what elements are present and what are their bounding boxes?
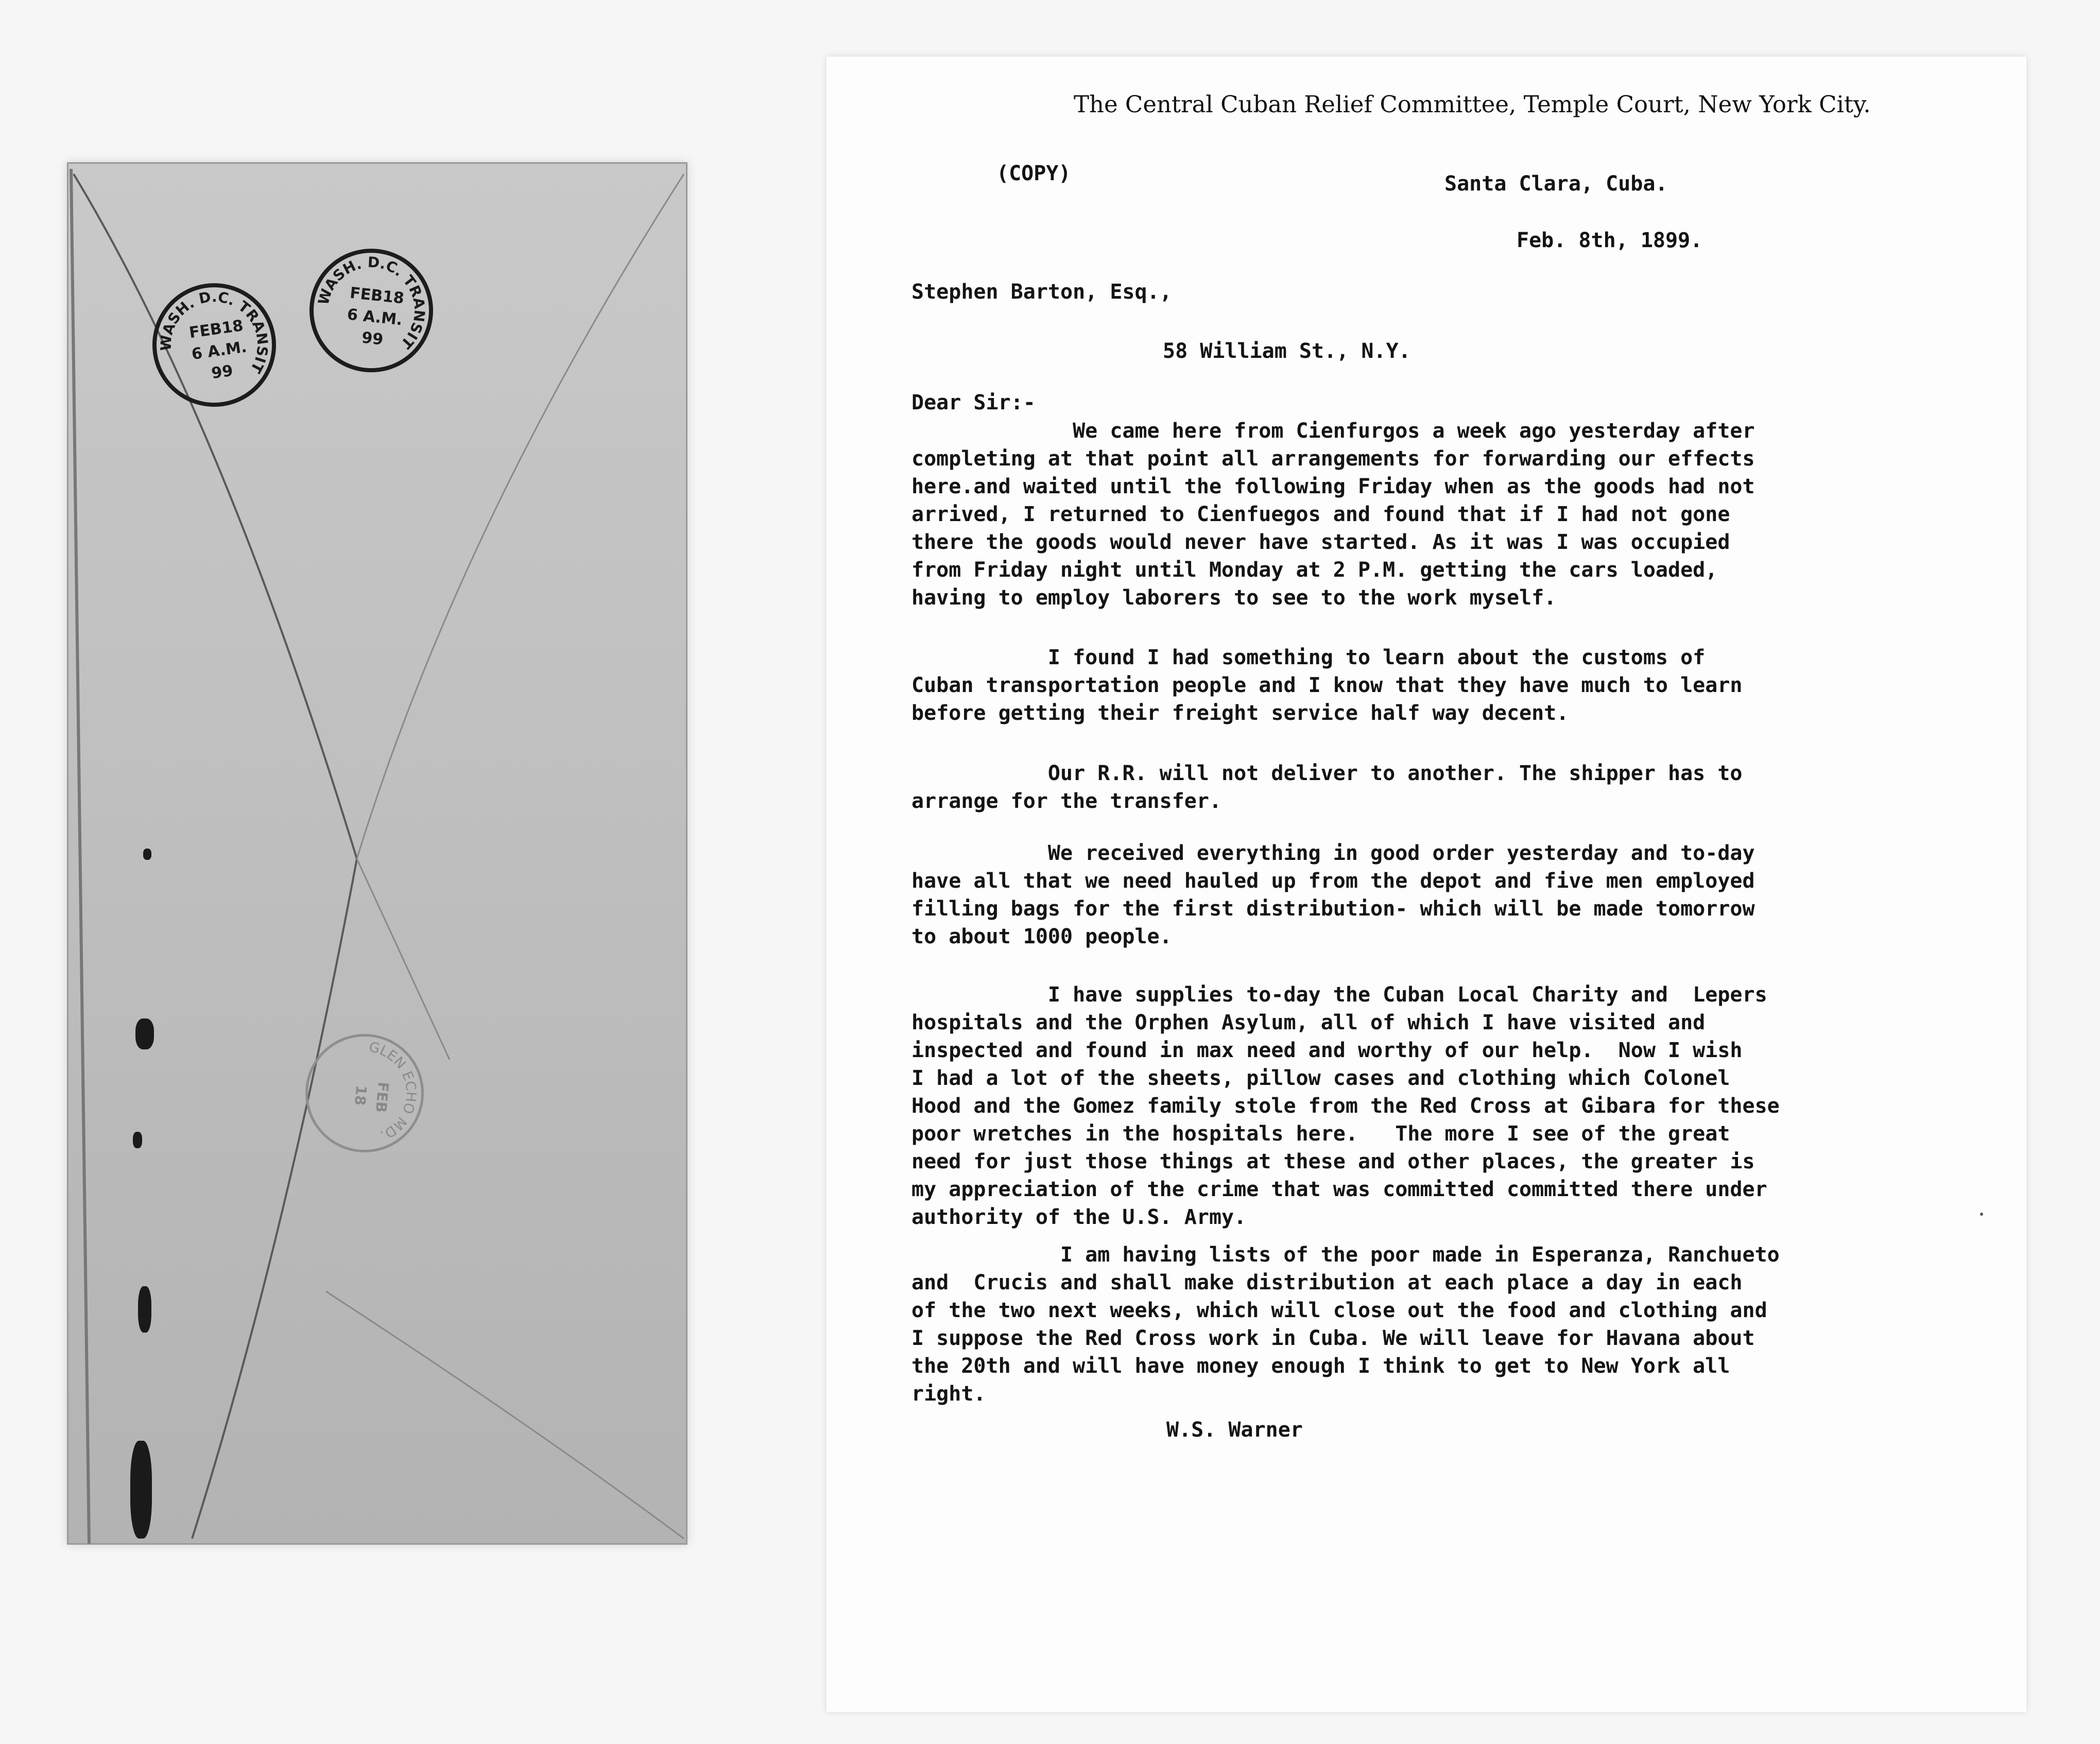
postmark-center: [347, 1059, 396, 1134]
paragraph-3: [911, 759, 1993, 815]
paragraph-line: there the goods would never have started. As it was I was occupied: [911, 530, 1730, 554]
addressee-street: 58 William St., N.Y.: [1163, 339, 1411, 363]
letter-date: Feb. 8th, 1899.: [1517, 229, 1703, 252]
paragraph-line: I had a lot of the sheets, pillow cases and clothing which Colonel: [911, 1066, 1730, 1090]
paragraph-line: arrived, I returned to Cienfuegos and found that if I had not gone: [911, 503, 1730, 526]
svg-text:GLEN ECHO MD.: GLEN ECHO MD.: [367, 1039, 419, 1144]
paragraph-4: [911, 839, 1993, 951]
postmark-year: 99: [210, 361, 234, 383]
postmark-date: FEB18: [188, 316, 245, 342]
salutation: Dear Sir:-: [911, 391, 1036, 415]
letter-place: Santa Clara, Cuba.: [1444, 172, 1668, 196]
paragraph-line: the 20th and will have money enough I think to get to New York all: [911, 1354, 1730, 1378]
svg-text:WASH. D.C. TRANSIT: WASH. D.C. TRANSIT: [315, 253, 428, 352]
paragraph-line: here.and waited until the following Friday when as the goods had not: [911, 475, 1755, 498]
ink-mark: [130, 1441, 152, 1539]
paragraph-line: authority of the U.S. Army.: [911, 1205, 1247, 1229]
letter-page: [827, 57, 2026, 1712]
paragraph-line: have all that we need hauled up from the depot and five men employed: [911, 869, 1755, 893]
paragraph-line: and Crucis and shall make distribution at each place a day in each: [911, 1271, 1743, 1294]
ink-mark: [138, 1286, 151, 1333]
svg-text:WASH. D.C. TRANSIT: WASH. D.C. TRANSIT: [157, 288, 271, 376]
paragraph-line: inspected and found in max need and worthy of our help. Now I wish: [911, 1039, 1743, 1062]
paragraph-line: poor wretches in the hospitals here. The more I see of the great: [911, 1122, 1730, 1146]
paragraph-line: of the two next weeks, which will close out the food and clothing and: [911, 1299, 1767, 1322]
addressee-name: Stephen Barton, Esq.,: [911, 280, 1172, 304]
signature: W.S. Warner: [1166, 1418, 1303, 1442]
paragraph-line: to about 1000 people.: [911, 925, 1172, 948]
paragraph-line: I have supplies to-day the Cuban Local Charity and Lepers: [911, 983, 1767, 1007]
paragraph-line: filling bags for the first distribution- which will be made tomorrow: [911, 897, 1755, 921]
postmark-washington-transit-1: [144, 275, 284, 415]
postmark-center: [179, 314, 260, 388]
paragraph-line: from Friday night until Monday at 2 P.M. getting the cars loaded,: [911, 558, 1718, 582]
paragraph-line: Our R.R. will not deliver to another. The shipper has to: [911, 762, 1743, 785]
ink-mark: [143, 849, 151, 860]
paragraph-line: hospitals and the Orphen Asylum, all of which I have visited and: [911, 1011, 1706, 1034]
paragraph-line: my appreciation of the crime that was committed committed there under: [911, 1178, 1767, 1201]
ink-mark: [133, 1132, 142, 1148]
postmark-time: 6 A.M.: [190, 338, 248, 364]
paragraph-6: [911, 1241, 1993, 1408]
paragraph-line: We came here from Cienfurgos a week ago yesterday after: [911, 419, 1755, 443]
postmark-date: FEB18: [349, 284, 405, 308]
copy-mark: (COPY): [996, 162, 1071, 185]
paragraph-5: [911, 981, 1993, 1231]
paragraph-2: [911, 644, 1993, 727]
paper-speck: [1980, 1213, 1983, 1216]
paragraph-line: Cuban transportation people and I know that they have much to learn: [911, 674, 1743, 697]
paragraph-line: Hood and the Gomez family stole from the Red Cross at Gibara for these: [911, 1094, 1780, 1118]
postmark-center: [335, 282, 414, 354]
paragraph-line: right.: [911, 1382, 986, 1406]
postmark-faint-glen-echo: [300, 1029, 428, 1157]
paragraph-1: [911, 417, 1993, 612]
paragraph-line: I found I had something to learn about the customs of: [911, 646, 1706, 669]
paragraph-line: completing at that point all arrangements for forwarding our effects: [911, 447, 1755, 471]
envelope-back: [67, 162, 687, 1545]
ink-mark: [135, 1018, 154, 1049]
paragraph-line: I suppose the Red Cross work in Cuba. We will leave for Havana about: [911, 1326, 1755, 1350]
paragraph-line: arrange for the transfer.: [911, 789, 1222, 813]
letterhead: The Central Cuban Relief Committee, Temple Court, New York City.: [1074, 91, 1871, 118]
paragraph-line: need for just those things at these and other places, the greater is: [911, 1150, 1755, 1173]
postmark-time: 6 A.M.: [346, 305, 404, 330]
postmark-day: 18: [351, 1084, 370, 1107]
paragraph-line: before getting their freight service half way decent.: [911, 701, 1569, 725]
postmark-washington-transit-2: [303, 243, 439, 378]
postmark-year: 99: [360, 329, 384, 349]
paragraph-line: I am having lists of the poor made in Esperanza, Ranchueto: [911, 1243, 1780, 1267]
paragraph-line: We received everything in good order yesterday and to-day: [911, 841, 1755, 865]
paragraph-line: having to employ laborers to see to the work myself.: [911, 586, 1557, 610]
postmark-date: FEB: [372, 1081, 392, 1114]
